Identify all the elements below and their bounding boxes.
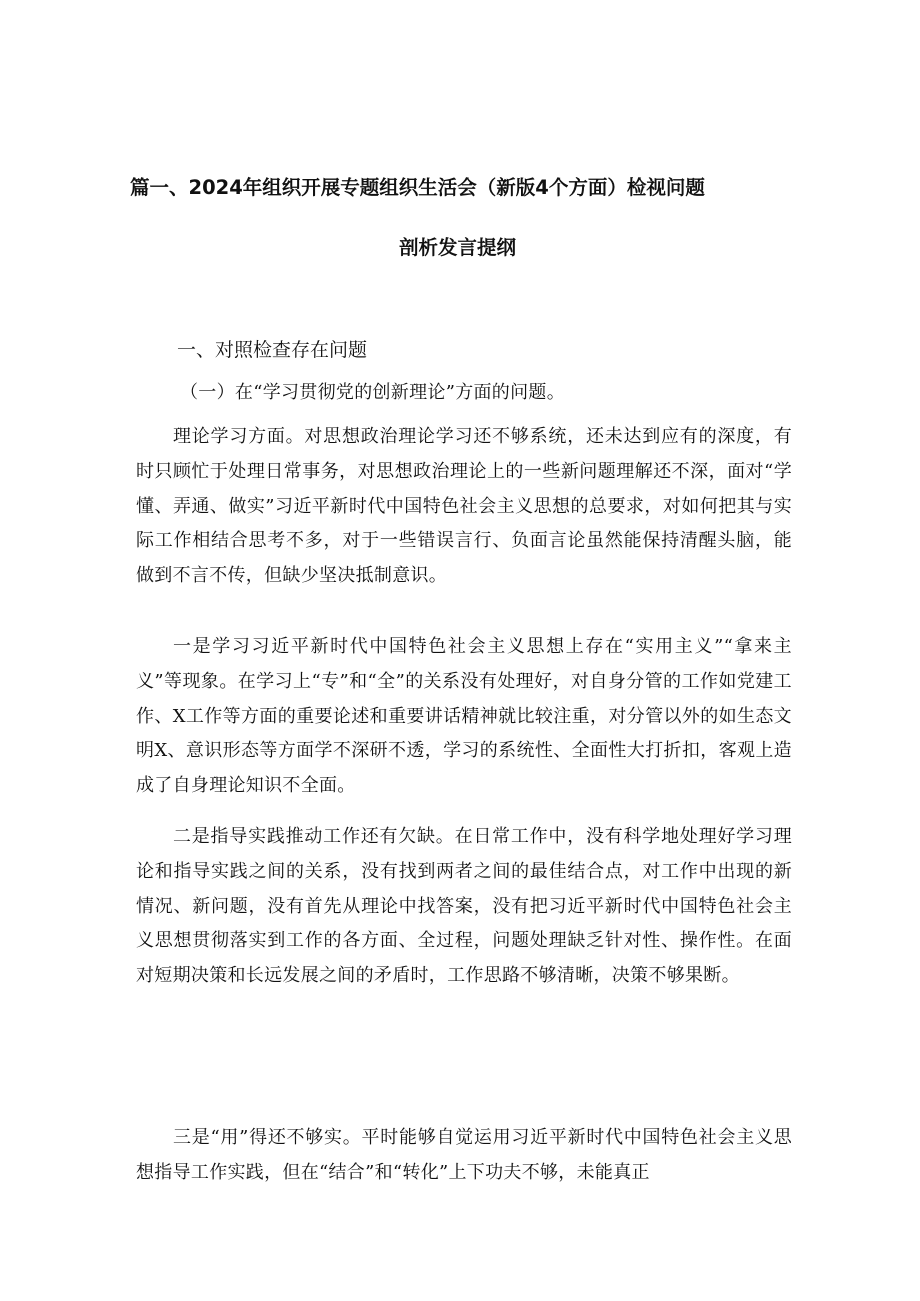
document-title-line-2: 剖析发言提纲	[399, 236, 517, 259]
paragraph-theory-study: 理论学习方面。对思想政治理论学习还不够系统，还未达到应有的深度，有时只顾忙于处理日常事务，对思想政治理论上的一些新问题理解还不深，面对“学懂、弄通、做实”习近平新时代中国特色社会主义思想的总要求，对如何把其与实际工作相结合思考不多，对于一些错误言行、负面言论虽然能保持清醒头脑，能做到不言不传，但缺少坚决抵制意识。	[136, 426, 792, 587]
paragraph-point-one: 一是学习习近平新时代中国特色社会主义思想上存在“实用主义”“拿来主义”等现象。在学习上“专”和“全”的关系没有处理好，对自身分管的工作如党建工作、X工作等方面的重要论述和重要讲话精神就比较注重，对分管以外的如生态文明X、意识形态等方面学不深研不透，学习的系统性、全面性大打折扣，客观上造成了自身理论知识不全面。	[136, 636, 792, 797]
document-title-line-1: 篇一、2024年组织开展专题组织生活会（新版4个方面）检视问题	[130, 176, 705, 199]
paragraph-point-three: 三是“用”得还不够实。平时能够自觉运用习近平新时代中国特色社会主义思想指导工作实践，但在“结合”和“转化”上下功夫不够，未能真正	[136, 1127, 792, 1183]
paragraph-point-two: 二是指导实践推动工作还有欠缺。在日常工作中，没有科学地处理好学习理论和指导实践之间的关系，没有找到两者之间的最佳结合点，对工作中出现的新情况、新问题，没有首先从理论中找答案，没有把习近平新时代中国特色社会主义思想贯彻落实到工作的各方面、全过程，问题处理缺乏针对性、操作性。在面对短期决策和长远发展之间的矛盾时，工作思路不够清晰，决策不够果断。	[136, 826, 792, 987]
subsection-heading: （一）在“学习贯彻党的创新理论”方面的问题。	[180, 382, 566, 403]
section-heading: 一、对照检查存在问题	[177, 339, 368, 361]
